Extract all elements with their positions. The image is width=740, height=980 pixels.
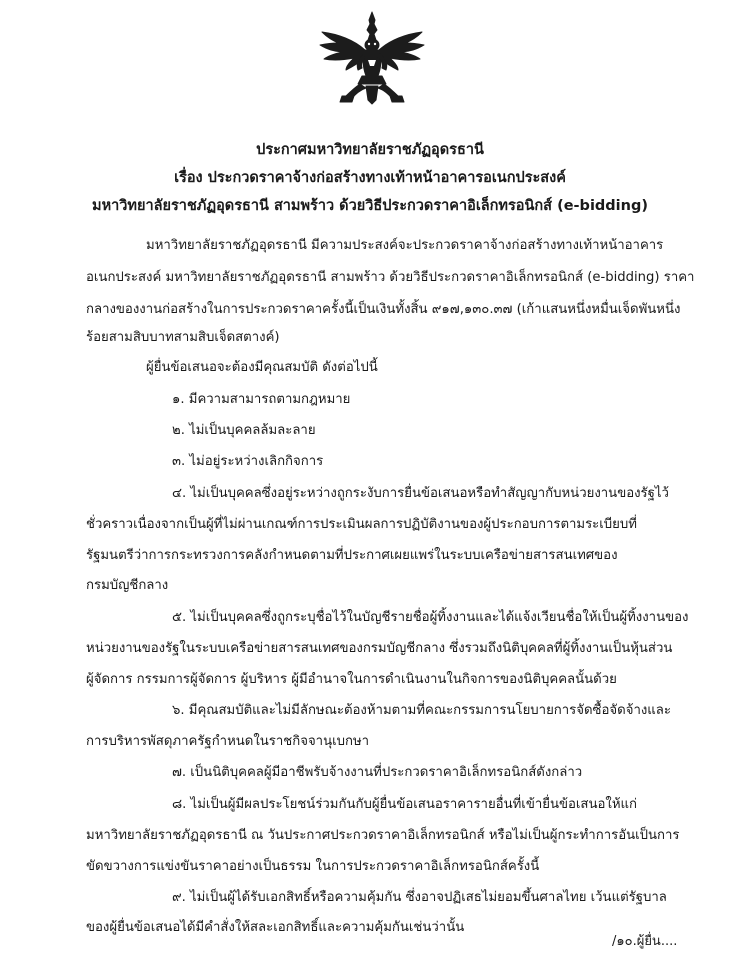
qualification-item-continued: การบริหารพัสดุภาครัฐกำหนดในราชกิจจานุเบกษา [86, 734, 370, 749]
qualification-item-continued: หน่วยงานของรัฐในระบบเครือข่ายสารสนเทศของกรมบัญชีกลาง ซึ่งรวมถึงนิติบุคคลที่ผู้ทิ้งงานเป็นหุ้นส่วน [86, 641, 673, 656]
qualification-item: ๒. ไม่เป็นบุคคลล้มละลาย [172, 423, 316, 438]
qualification-item: ๔. ไม่เป็นบุคคลซึ่งอยู่ระหว่างถูกระงับการยื่นข้อเสนอหรือทำสัญญากับหน่วยงานของรัฐไว้ [172, 486, 669, 501]
qualification-item: ๙. ไม่เป็นผู้ได้รับเอกสิทธิ์หรือความคุ้มกัน ซึ่งอาจปฏิเสธไม่ยอมขึ้นศาลไทย เว้นแต่รัฐบาล [172, 890, 667, 905]
qualification-item-continued: รัฐมนตรีว่าการกระทรวงการคลังกำหนดตามที่ประกาศเผยแพร่ในระบบเครือข่ายสารสนเทศของ [86, 548, 618, 563]
announcement-subject-continued: มหาวิทยาลัยราชภัฏอุดรธานี สามพร้าว ด้วยวิธีประกวดราคาอิเล็กทรอนิกส์ (e-bidding) [92, 198, 648, 214]
intro-line: มหาวิทยาลัยราชภัฏอุดรธานี มีความประสงค์จะประกวดราคาจ้างก่อสร้างทางเท้าหน้าอาคาร [146, 238, 664, 253]
qualification-item-continued: มหาวิทยาลัยราชภัฏอุดรธานี ณ วันประกาศประกวดราคาอิเล็กทรอนิกส์ หรือไม่เป็นผู้กระทำการอันเป็นการ [86, 828, 680, 843]
qualification-item-continued: ชั่วคราวเนื่องจากเป็นผู้ที่ไม่ผ่านเกณฑ์การประเมินผลการปฏิบัติงานของผู้ประกอบการตามระเบียบที่ [86, 517, 637, 532]
qualification-item-continued: ของผู้ยื่นข้อเสนอได้มีคำสั่งให้สละเอกสิทธิ์และความคุ้มกันเช่นว่านั้น [86, 920, 465, 935]
intro-line: ร้อยสามสิบบาทสามสิบเจ็ดสตางค์) [86, 330, 280, 345]
qualification-item-continued: ผู้จัดการ กรรมการผู้จัดการ ผู้บริหาร ผู้มีอำนาจในการดำเนินงานในกิจการของนิติบุคคลนั้นด้วย [86, 672, 617, 687]
intro-line: อเนกประสงค์ มหาวิทยาลัยราชภัฏอุดรธานี สามพร้าว ด้วยวิธีประกวดราคาอิเล็กทรอนิกส์ (e-bidding) ราคา [86, 270, 695, 285]
qualification-item: ๕. ไม่เป็นบุคคลซึ่งถูกระบุชื่อไว้ในบัญชีรายชื่อผู้ทิ้งงานและได้แจ้งเวียนชื่อให้เป็นผู้ทิ้งงานของ [172, 610, 689, 625]
intro-line: กลางของงานก่อสร้างในการประกวดราคาครั้งนี้เป็นเงินทั้งสิ้น ๙๑๗,๑๓๐.๓๗ (เก้าแสนหนึ่งหมื่นเจ็ดพันหนึ่ง [86, 302, 681, 317]
qualifications-intro: ผู้ยื่นข้อเสนอจะต้องมีคุณสมบัติ ดังต่อไปนี้ [146, 360, 378, 375]
qualification-item: ๓. ไม่อยู่ระหว่างเลิกกิจการ [172, 454, 324, 469]
qualification-item: ๘. ไม่เป็นผู้มีผลประโยชน์ร่วมกันกับผู้ยื่นข้อเสนอราคารายอื่นที่เข้ายื่นข้อเสนอให้แก่ [172, 797, 638, 812]
qualification-item: ๖. มีคุณสมบัติและไม่มีลักษณะต้องห้ามตามที่คณะกรรมการนโยบายการจัดซื้อจัดจ้างและ [172, 703, 671, 718]
announcement-title: ประกาศมหาวิทยาลัยราชภัฏอุดรธานี [256, 142, 484, 158]
qualification-item: ๑. มีความสามารถตามกฎหมาย [172, 392, 351, 407]
qualification-item-continued: กรมบัญชีกลาง [86, 578, 169, 593]
continuation-mark: /๑๐.ผู้ยื่น.... [612, 934, 678, 949]
qualification-item: ๗. เป็นนิติบุคคลผู้มีอาชีพรับจ้างงานที่ประกวดราคาอิเล็กทรอนิกส์ดังกล่าว [172, 765, 583, 780]
announcement-subject: เรื่อง ประกวดราคาจ้างก่อสร้างทางเท้าหน้าอาคารอเนกประสงค์ [174, 170, 566, 186]
garuda-emblem-icon [316, 10, 428, 106]
qualification-item-continued: ขัดขวางการแข่งขันราคาอย่างเป็นธรรม ในการประกวดราคาอิเล็กทรอนิกส์ครั้งนี้ [86, 859, 540, 874]
